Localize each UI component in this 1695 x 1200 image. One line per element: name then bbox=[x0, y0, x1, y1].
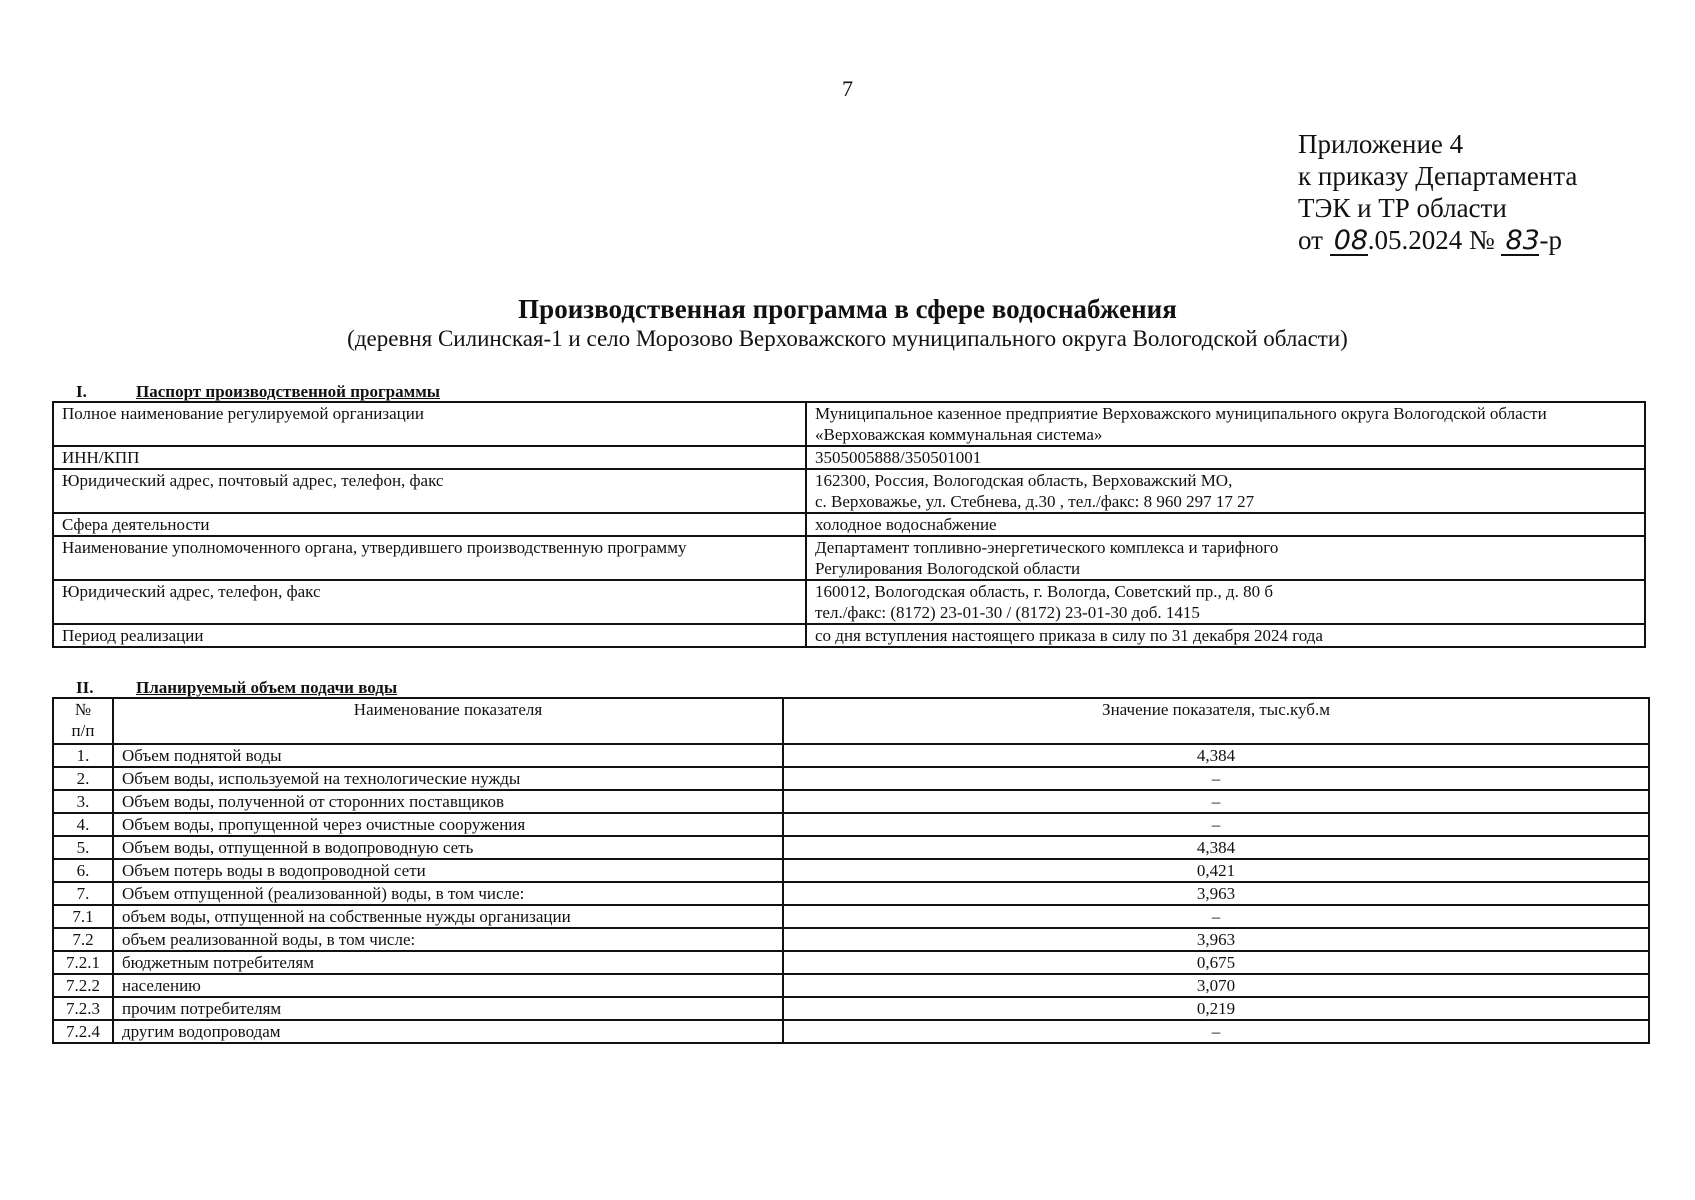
passport-label: ИНН/КПП bbox=[53, 446, 806, 469]
passport-value: 3505005888/350501001 bbox=[806, 446, 1645, 469]
row-value: – bbox=[783, 1020, 1649, 1043]
table-row bbox=[53, 882, 1649, 905]
passport-row bbox=[53, 402, 1645, 446]
passport-label: Сфера деятельности bbox=[53, 513, 806, 536]
header-name: Наименование показателя bbox=[113, 698, 783, 744]
row-value: – bbox=[783, 813, 1649, 836]
passport-label: Полное наименование регулируемой организации bbox=[53, 402, 806, 446]
passport-row bbox=[53, 624, 1645, 647]
section2-title: Планируемый объем подачи воды bbox=[136, 678, 398, 697]
row-value: – bbox=[783, 767, 1649, 790]
order-suffix: -р bbox=[1539, 225, 1562, 255]
passport-table bbox=[52, 401, 1646, 648]
row-value: 4,384 bbox=[783, 836, 1649, 859]
table-row bbox=[53, 1020, 1649, 1043]
passport-value-line2: с. Верховажье, ул. Стебнева, д.30 , тел./факс: 8 960 297 17 27 bbox=[815, 492, 1255, 511]
row-num: 5. bbox=[53, 836, 113, 859]
row-value: 0,421 bbox=[783, 859, 1649, 882]
passport-value-line2: Регулирования Вологодской области bbox=[815, 559, 1081, 578]
document-subtitle: (деревня Силинская-1 и село Морозово Верховажского муниципального округа Вологодской области) bbox=[347, 326, 1348, 351]
passport-value-line1: 160012, Вологодская область, г. Вологда, Советский пр., д. 80 б bbox=[815, 582, 1274, 601]
table-row bbox=[53, 744, 1649, 767]
header-num-line1: № bbox=[74, 700, 92, 719]
handwritten-order-number: 83 bbox=[1501, 228, 1539, 256]
table-row bbox=[53, 974, 1649, 997]
passport-value: Муниципальное казенное предприятие Верховажского муниципального округа Вологодской области «Верховажская коммунальная система» bbox=[806, 402, 1645, 446]
row-name: бюджетным потребителям bbox=[113, 951, 783, 974]
row-num: 4. bbox=[53, 813, 113, 836]
row-num: 7.2.1 bbox=[53, 951, 113, 974]
section1-number: I. bbox=[76, 382, 87, 401]
table-row bbox=[53, 836, 1649, 859]
handwritten-day: 08 bbox=[1330, 228, 1368, 256]
row-name: населению bbox=[113, 974, 783, 997]
section1-title: Паспорт производственной программы bbox=[136, 382, 441, 401]
passport-value bbox=[806, 580, 1645, 624]
appendix-block bbox=[1298, 128, 1577, 256]
appendix-line1: Приложение 4 bbox=[1298, 129, 1464, 159]
row-value: 0,219 bbox=[783, 997, 1649, 1020]
row-name: Объем потерь воды в водопроводной сети bbox=[113, 859, 783, 882]
header-value: Значение показателя, тыс.куб.м bbox=[783, 698, 1649, 744]
passport-value: холодное водоснабжение bbox=[806, 513, 1645, 536]
appendix-line2: к приказу Департамента bbox=[1298, 161, 1578, 191]
passport-row bbox=[53, 513, 1645, 536]
table-row bbox=[53, 790, 1649, 813]
table-header-row bbox=[53, 698, 1649, 744]
row-num: 1. bbox=[53, 744, 113, 767]
table-row bbox=[53, 905, 1649, 928]
passport-label: Юридический адрес, почтовый адрес, телефон, факс bbox=[53, 469, 806, 513]
row-name: объем реализованной воды, в том числе: bbox=[113, 928, 783, 951]
document-title: Производственная программа в сфере водоснабжения bbox=[518, 294, 1177, 324]
header-num-line2: п/п bbox=[71, 721, 95, 740]
row-value: 3,963 bbox=[783, 882, 1649, 905]
passport-row bbox=[53, 469, 1645, 513]
date-rest: .05.2024 № bbox=[1367, 225, 1495, 255]
row-num: 7.1 bbox=[53, 905, 113, 928]
section1-heading bbox=[52, 382, 440, 402]
page-number: 7 bbox=[842, 76, 853, 101]
date-prefix: от bbox=[1298, 225, 1323, 255]
row-value: – bbox=[783, 790, 1649, 813]
table-row bbox=[53, 997, 1649, 1020]
passport-value bbox=[806, 536, 1645, 580]
passport-label: Наименование уполномоченного органа, утвердившего производственную программу bbox=[53, 536, 806, 580]
row-name: Объем воды, используемой на технологические нужды bbox=[113, 767, 783, 790]
passport-value: со дня вступления настоящего приказа в силу по 31 декабря 2024 года bbox=[806, 624, 1645, 647]
passport-label: Юридический адрес, телефон, факс bbox=[53, 580, 806, 624]
appendix-line3: ТЭК и ТР области bbox=[1298, 193, 1507, 223]
passport-row bbox=[53, 536, 1645, 580]
row-name: Объем воды, полученной от сторонних поставщиков bbox=[113, 790, 783, 813]
passport-row bbox=[53, 580, 1645, 624]
passport-value-line2: тел./факс: (8172) 23-01-30 / (8172) 23-01-30 доб. 1415 bbox=[815, 603, 1200, 622]
section2-number: II. bbox=[76, 678, 94, 697]
row-name: Объем воды, отпущенной в водопроводную сеть bbox=[113, 836, 783, 859]
header-num bbox=[53, 698, 113, 744]
row-num: 7.2.2 bbox=[53, 974, 113, 997]
table-row bbox=[53, 767, 1649, 790]
row-num: 2. bbox=[53, 767, 113, 790]
row-value: 0,675 bbox=[783, 951, 1649, 974]
passport-value-line1: Департамент топливно-энергетического комплекса и тарифного bbox=[815, 538, 1279, 557]
row-name: прочим потребителям bbox=[113, 997, 783, 1020]
row-name: Объем поднятой воды bbox=[113, 744, 783, 767]
row-num: 7.2 bbox=[53, 928, 113, 951]
row-name: объем воды, отпущенной на собственные нужды организации bbox=[113, 905, 783, 928]
row-value: 3,963 bbox=[783, 928, 1649, 951]
row-value: 3,070 bbox=[783, 974, 1649, 997]
passport-row bbox=[53, 446, 1645, 469]
row-name: другим водопроводам bbox=[113, 1020, 783, 1043]
section2-heading bbox=[52, 678, 397, 698]
appendix-date-line bbox=[1298, 224, 1577, 256]
passport-label: Период реализации bbox=[53, 624, 806, 647]
row-name: Объем воды, пропущенной через очистные сооружения bbox=[113, 813, 783, 836]
passport-value-line1: 162300, Россия, Вологодская область, Верховажский МО, bbox=[815, 471, 1233, 490]
row-num: 6. bbox=[53, 859, 113, 882]
table-row bbox=[53, 859, 1649, 882]
row-num: 7.2.4 bbox=[53, 1020, 113, 1043]
table-row bbox=[53, 951, 1649, 974]
row-num: 7. bbox=[53, 882, 113, 905]
table-row bbox=[53, 928, 1649, 951]
water-volume-table bbox=[52, 697, 1650, 1044]
row-num: 3. bbox=[53, 790, 113, 813]
row-num: 7.2.3 bbox=[53, 997, 113, 1020]
row-value: – bbox=[783, 905, 1649, 928]
passport-value bbox=[806, 469, 1645, 513]
row-value: 4,384 bbox=[783, 744, 1649, 767]
row-name: Объем отпущенной (реализованной) воды, в том числе: bbox=[113, 882, 783, 905]
table-row bbox=[53, 813, 1649, 836]
